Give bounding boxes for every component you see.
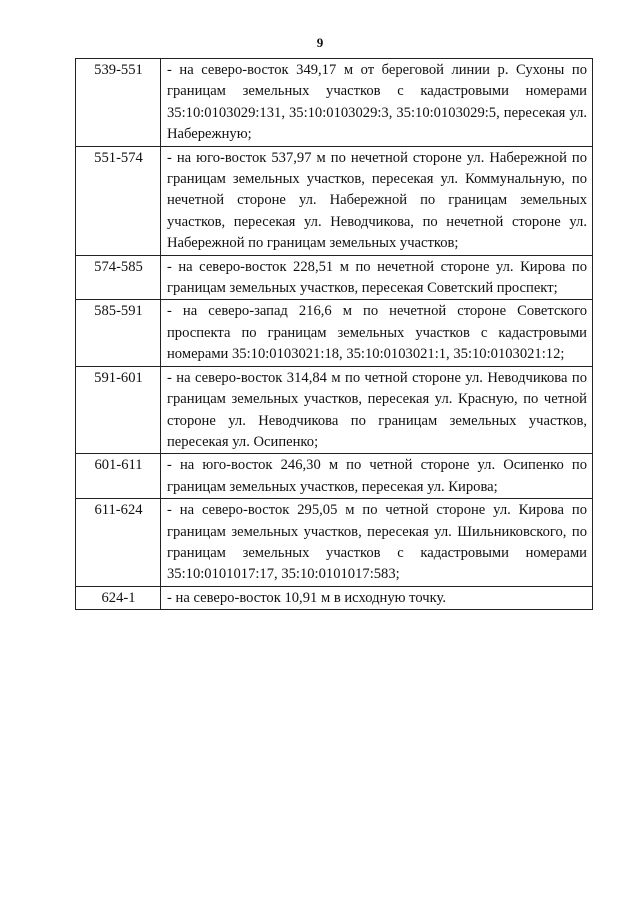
table-row: [76, 499, 593, 587]
segment-range: 624-1: [76, 586, 161, 609]
segment-description: - на юго-восток 246,30 м по четной стороне ул. Осипенко по границам земельных участков, пересекая ул. Кирова;: [161, 454, 593, 499]
segment-description: - на северо-восток 228,51 м по нечетной стороне ул. Кирова по границам земельных участков, пересекая Советский проспект;: [161, 255, 593, 300]
segment-description: - на северо-восток 314,84 м по четной стороне ул. Неводчикова по границам земельных участков, пересекая ул. Красную, по четной стороне ул. Неводчикова по границам земельных участков, пересекая ул. Осипенко;: [161, 366, 593, 454]
table-row: [76, 146, 593, 255]
segment-range: 601-611: [76, 454, 161, 499]
segment-range: 574-585: [76, 255, 161, 300]
boundary-segments-table: [75, 58, 593, 610]
table-row: [76, 366, 593, 454]
table-row: [76, 454, 593, 499]
table-row: [76, 59, 593, 147]
segment-description: - на северо-восток 349,17 м от береговой линии р. Сухоны по границам земельных участков с кадастровыми номерами 35:10:0103029:131, 35:10:0103029:3, 35:10:0103029:5, пересекая ул. Набережную;: [161, 59, 593, 147]
segment-range: 591-601: [76, 366, 161, 454]
segment-description: - на северо-восток 10,91 м в исходную точку.: [161, 586, 593, 609]
segment-description: - на юго-восток 537,97 м по нечетной стороне ул. Набережной по границам земельных участков, пересекая ул. Коммунальную, по нечетной стороне ул. Набережной по границам земельных участков, пересекая ул. Неводчикова, по нечетной стороне ул. Набережной по границам земельных участков;: [161, 146, 593, 255]
segment-range: 539-551: [76, 59, 161, 147]
segment-description: - на северо-запад 216,6 м по нечетной стороне Советского проспекта по границам земельных участков с кадастровыми номерами 35:10:0103021:18, 35:10:0103021:1, 35:10:0103021:12;: [161, 300, 593, 366]
table-row: [76, 255, 593, 300]
page-number: 9: [316, 35, 324, 50]
segment-range: 551-574: [76, 146, 161, 255]
segment-range: 585-591: [76, 300, 161, 366]
segment-description: - на северо-восток 295,05 м по четной стороне ул. Кирова по границам земельных участков, пересекая ул. Шильниковского, по границам земельных участков с кадастровыми номерами 35:10:0101017:17, 35:10:0101017:583;: [161, 499, 593, 587]
table-row: [76, 300, 593, 366]
table-row: [76, 586, 593, 609]
segment-range: 611-624: [76, 499, 161, 587]
